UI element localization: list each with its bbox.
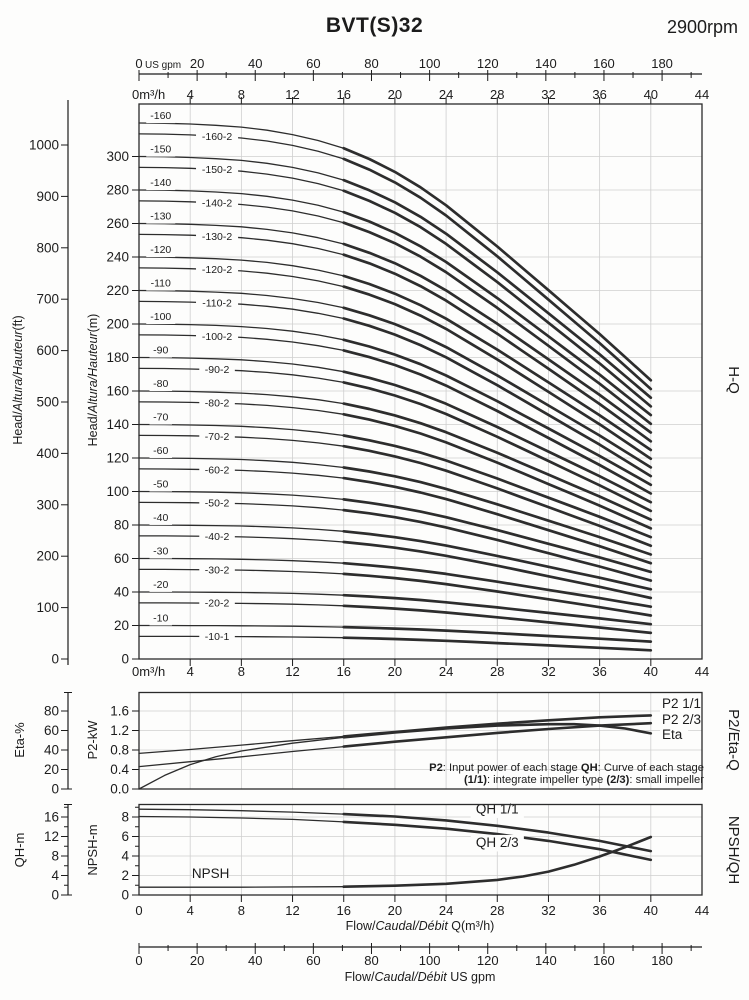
tick-label: 8 [237,664,245,679]
stage-curve-label: -90 [153,344,169,357]
tick-label: 280 [106,182,129,198]
tick-label: 1.6 [110,703,129,719]
stage-curve-label: -40-2 [204,530,230,543]
tick-label: 300 [106,149,129,164]
tick-label: 24 [438,87,454,102]
tick-label: 0 [121,887,129,903]
qh23-curve-label: QH 2/3 [475,835,519,850]
hq-section-label: H-Q [725,366,742,394]
stage-curve-label: -130-2 [201,230,233,243]
tick-label: 20 [387,664,403,679]
gpm-unit-label: US gpm [145,60,182,71]
m3h-zero-label-bottom: 0m³/h [132,664,166,679]
tick-label: 20 [43,762,59,777]
tick-label: 40 [248,56,263,71]
stage-curve-label: -30-2 [204,564,230,577]
stage-curve-label: -130 [150,210,172,223]
tick-label: 80 [113,517,129,533]
npshqh-section-label: NPSH/QH [725,815,742,885]
tick-label: 240 [106,249,129,265]
tick-label: 100 [418,56,441,71]
tick-label: 4 [186,664,194,679]
tick-label: 20 [189,953,205,968]
tick-label: 120 [106,450,129,466]
tick-label: 400 [36,445,59,461]
tick-label: 200 [106,316,129,332]
tick-label: 32 [541,87,556,102]
stage-curve-label: -160 [150,110,172,123]
tick-label: 36 [592,87,607,102]
tick-label: 6 [121,829,129,844]
tick-label: 100 [36,600,59,616]
tick-label: 180 [651,56,673,71]
stage-curve-label: -60 [153,445,169,458]
tick-label: 60 [113,551,129,566]
tick-label: 4 [186,903,194,918]
tick-label: 260 [106,216,129,231]
tick-label: 20 [387,903,403,918]
stage-curve-label: -90-2 [204,364,230,377]
stage-curve-label: -150 [150,143,172,156]
stage-curve-label: -80-2 [204,397,230,410]
tick-label: 40 [643,87,659,102]
tick-label: 44 [694,664,710,679]
tick-label: 8 [237,903,245,918]
stage-curve-label: -100 [150,311,172,324]
tick-label: 900 [36,188,59,204]
stage-curve-label: -10-1 [204,631,230,644]
tick-label: 180 [651,953,673,968]
tick-label: 80 [364,953,379,968]
tick-label: 20 [189,56,205,71]
tick-label: 140 [106,417,129,432]
stage-curve-label: -110-2 [202,297,232,310]
tick-label: 0 [51,651,59,667]
tick-label: 44 [694,903,710,918]
tick-label: 36 [592,903,607,918]
tick-label: 44 [694,87,710,102]
tick-label: 0.4 [110,762,129,777]
tick-label: 20 [387,87,403,102]
stage-curve-label: -60-2 [204,464,230,477]
p2eta-curve-label: P2 2/3 [662,712,702,727]
tick-label: 16 [336,903,351,918]
tick-label: 36 [592,664,607,679]
tick-label: 40 [43,742,59,758]
stage-curve-label: -10 [153,612,169,625]
tick-label: 700 [36,291,59,307]
stage-curve-label: -150-2 [201,164,233,177]
tick-label: 28 [490,87,505,102]
tick-label: 120 [476,953,499,968]
tick-label: 12 [285,903,300,918]
tick-label: 800 [36,240,59,256]
p2-axis-label: P2-kW [85,720,100,760]
tick-label: 100 [106,484,129,499]
chart-title: BVT(S)32 [325,14,424,37]
tick-label: 0 [51,887,59,903]
tick-label: 12 [285,87,300,102]
npsh-axis-label: NPSH-m [85,824,100,876]
flow-gpm-axis-label: Flow/Caudal/Débit US gpm [344,970,496,984]
tick-label: 2 [121,868,129,883]
stage-curve-label: -70-2 [204,430,230,443]
stage-curve-label: -140-2 [201,197,233,210]
rpm-label: 2900rpm [666,17,738,37]
tick-label: 1000 [28,137,59,153]
npsh-curve-label: NPSH [191,866,230,881]
qh-axis-label: QH-m [12,832,27,868]
tick-label: 16 [336,87,351,102]
tick-label: 40 [113,584,129,600]
tick-label: 40 [643,903,659,918]
qh11-curve-label: QH 1/1 [475,801,519,817]
tick-label: 8 [237,87,245,102]
tick-label: 1.2 [110,723,129,738]
tick-label: 28 [490,664,505,679]
stage-curve-label: -40 [153,512,169,525]
flow-m3h-axis-label: Flow/Caudal/Débit Q(m³/h) [345,919,495,933]
tick-label: 160 [593,56,615,71]
tick-label: 4 [51,868,59,883]
tick-label: 220 [106,283,129,298]
stage-curve-label: -50-2 [204,497,230,510]
tick-label: 16 [336,664,351,679]
stage-curve-label: -20-2 [204,597,230,610]
stage-curve-label: -30 [153,545,169,558]
tick-label: 200 [36,548,59,564]
tick-label: 0.0 [110,781,129,797]
tick-label: 80 [43,703,59,719]
tick-label: 0.8 [110,742,129,758]
tick-label: 0 [135,903,143,918]
tick-label: 500 [36,394,59,410]
tick-label: 140 [534,953,557,968]
tick-label: 4 [186,87,194,102]
tick-label: 32 [541,664,556,679]
tick-label: 20 [113,618,129,633]
tick-label: 100 [418,953,441,968]
tick-label: 0 [51,781,59,797]
p2eta-curve-label: Eta [662,727,683,742]
tick-label: 8 [121,809,129,825]
tick-label: 16 [43,809,59,825]
tick-label: 12 [43,829,59,844]
tick-label: 60 [306,56,321,71]
tick-label: 40 [248,953,263,968]
stage-curve-label: -80 [153,378,169,391]
gpm-zero-label: 0 [135,56,143,71]
tick-label: 0 [135,953,143,968]
stage-curve-label: -20 [153,579,169,592]
tick-label: 600 [36,343,59,359]
tick-label: 0 [121,651,129,667]
note-line-1: P2: Input power of each stage QH: Curve of each stage [429,762,704,774]
stage-curve-label: -140 [150,177,172,190]
stage-curve-label: -100-2 [201,330,233,343]
tick-label: 28 [490,903,505,918]
tick-label: 300 [36,497,59,513]
stage-curve-label: -160-2 [201,130,233,143]
tick-label: 4 [121,848,129,864]
stage-curve-label: -120 [150,244,172,257]
stage-curve-label: -110 [150,277,171,290]
tick-label: 12 [285,664,300,679]
note-line-2: (1/1): integrate impeller type (2/3): small impeller [463,774,704,786]
tick-label: 60 [43,723,59,738]
tick-label: 24 [438,664,454,679]
tick-label: 40 [643,664,659,679]
p2eta-curve-label: P2 1/1 [662,696,702,711]
eta-axis-label: Eta-% [12,722,27,758]
stage-curve-label: -70 [153,411,169,424]
npshqh-curve-thin [139,887,344,888]
tick-label: 60 [306,953,321,968]
tick-label: 160 [106,383,129,399]
tick-label: 120 [476,56,499,71]
m3h-zero-label: 0m³/h [132,87,166,102]
tick-label: 160 [593,953,615,968]
tick-label: 180 [106,350,129,365]
head-ft-axis-label: Head/Altura/Hauteur(ft) [11,315,25,445]
tick-label: 24 [438,903,454,918]
stage-curve-label: -120-2 [201,264,233,277]
tick-label: 8 [51,848,59,864]
tick-label: 80 [364,56,379,71]
tick-label: 32 [541,903,556,918]
tick-label: 140 [534,56,557,71]
p2eta-section-label: P2/Eta-Q [725,709,742,771]
stage-curve-label: -50 [153,478,169,491]
head-m-axis-label: Head/Altura/Hauteur(m) [86,313,100,447]
